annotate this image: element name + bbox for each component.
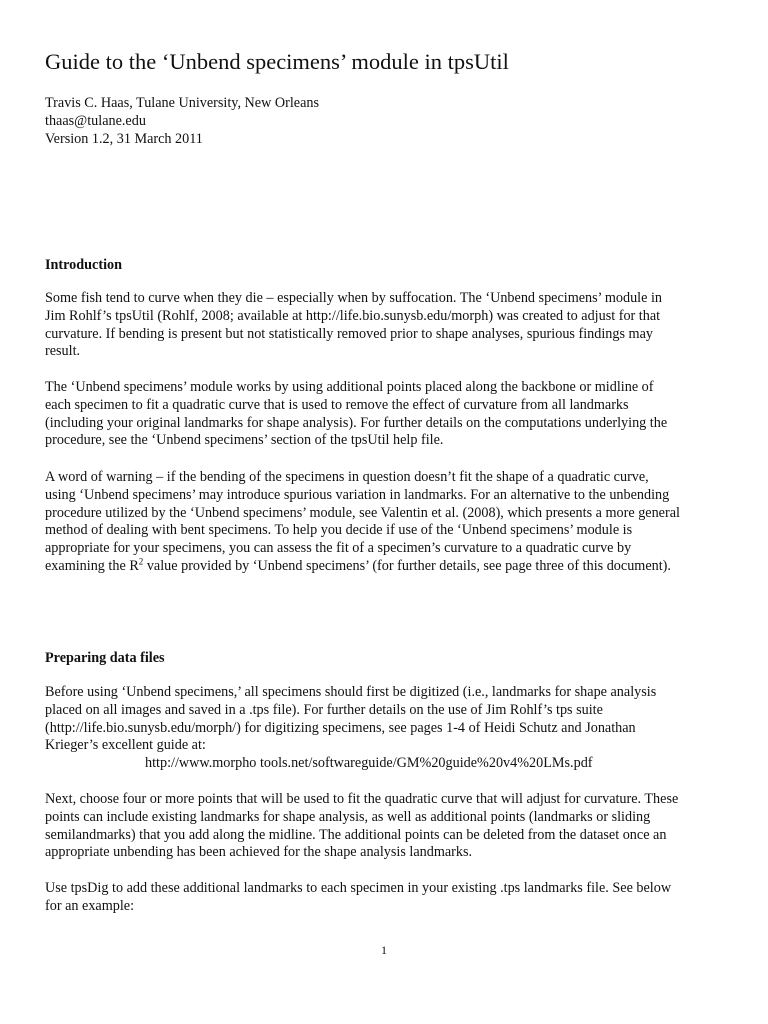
superscript: 2 <box>138 556 144 567</box>
author-line: Travis C. Haas, Tulane University, New Orleans <box>45 95 320 111</box>
intro-paragraph-1 <box>45 290 733 361</box>
text-line: points can include existing landmarks for shape analysis, as well as additional points (landmarks or sliding <box>45 808 651 825</box>
preparing-paragraph-1 <box>45 684 733 773</box>
text-line: using ‘Unbend specimens’ may introduce spurious variation in landmarks. For an alternative to the unbending <box>45 486 670 503</box>
text-line: appropriate unbending has been achieved for the shape analysis landmarks. <box>45 844 473 861</box>
preparing-heading: Preparing data files <box>45 650 165 666</box>
preparing-paragraph-2 <box>45 791 733 862</box>
text-line: Krieger’s excellent guide at: <box>45 737 206 754</box>
text-line: The ‘Unbend specimens’ module works by using additional points placed along the backbone or midline of <box>45 379 654 395</box>
page-title: Guide to the ‘Unbend specimens’ module in tpsUtil <box>45 49 509 74</box>
text-line: Some fish tend to curve when they die – especially when by suffocation. The ‘Unbend specimens’ module in <box>45 290 663 306</box>
text-line: appropriate for your specimens, you can assess the fit of a specimen’s curvature to a quadratic curve by <box>45 540 632 557</box>
text-line-r-squared <box>45 558 733 576</box>
text-fragment: value provided by ‘Unbend specimens’ (for further details, see page three of this document). <box>143 557 671 574</box>
preparing-paragraph-3 <box>45 880 733 916</box>
text-line: for an example: <box>45 897 135 914</box>
text-line: result. <box>45 343 81 360</box>
text-line: curvature. If bending is present but not statistically removed prior to shape analyses, spurious findings may <box>45 325 653 342</box>
text-line: procedure, see the ‘Unbend specimens’ section of the tpsUtil help file. <box>45 432 444 449</box>
text-line: method of dealing with bent specimens. To help you decide if use of the ‘Unbend specimens’ module is <box>45 522 633 539</box>
text-line: Next, choose four or more points that will be used to fit the quadratic curve that will adjust for curvature. These <box>45 791 679 807</box>
text-fragment: examining the R <box>45 557 139 574</box>
text-line: procedure utilized by the ‘Unbend specimens’ module, see Valentin et al. (2008), which presents a more general <box>45 504 680 521</box>
page-number: 1 <box>381 943 387 957</box>
intro-paragraph-2 <box>45 379 733 450</box>
text-line: Before using ‘Unbend specimens,’ all specimens should first be digitized (i.e., landmarks for shape analysis <box>45 684 657 700</box>
text-line: A word of warning – if the bending of the specimens in question doesn’t fit the shape of a quadratic curve, <box>45 469 649 485</box>
text-line: each specimen to fit a quadratic curve that is used to remove the effect of curvature from all landmarks <box>45 396 629 413</box>
author-email: thaas@tulane.edu <box>45 113 146 129</box>
intro-paragraph-3 <box>45 469 733 576</box>
author-block <box>45 94 319 148</box>
introduction-heading: Introduction <box>45 257 122 273</box>
text-line: semilandmarks) that you add along the midline. The additional points can be deleted from the dataset once an <box>45 826 667 843</box>
text-line: placed on all images and saved in a .tps file). For further details on the use of Jim Rohlf’s tps suite <box>45 701 603 718</box>
text-line: (including your original landmarks for shape analysis). For further details on the computations underlying the <box>45 414 668 431</box>
text-line: (http://life.bio.sunysb.edu/morph/) for digitizing specimens, see pages 1-4 of Heidi Schutz and Jonathan <box>45 719 636 736</box>
text-line: Use tpsDig to add these additional landmarks to each specimen in your existing .tps landmarks file. See below <box>45 880 672 896</box>
version-line: Version 1.2, 31 March 2011 <box>45 131 203 147</box>
text-line: Jim Rohlf’s tpsUtil (Rohlf, 2008; available at http://life.bio.sunysb.edu/morph) was created to adjust for that <box>45 307 661 324</box>
guide-url[interactable]: http://www.morpho tools.net/softwareguide/GM%20guide%20v4%20LMs.pdf <box>145 755 593 772</box>
